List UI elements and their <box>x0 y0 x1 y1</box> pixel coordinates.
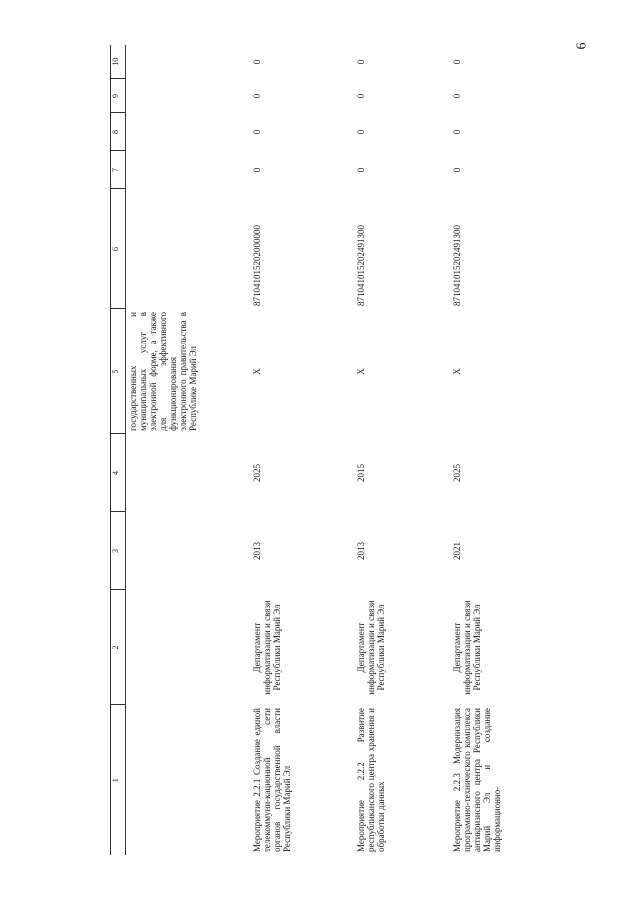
budget-code: 871041015202491300 <box>452 225 462 306</box>
value-7: 0 <box>356 167 366 173</box>
value-10: 0 <box>252 59 262 65</box>
col-header-8: 8 <box>111 113 126 151</box>
table-row <box>354 45 450 855</box>
budget-code: 871041015202000000 <box>252 225 262 306</box>
start-year: 2013 <box>356 542 366 560</box>
col-header-2: 2 <box>111 590 126 705</box>
col-header-9: 9 <box>111 79 126 113</box>
page-number: 6 <box>574 42 590 50</box>
end-year: 2015 <box>356 464 366 482</box>
value-10: 0 <box>356 59 366 65</box>
continued-goal-text: государственных и муниципальных услуг в электронной форме, а также для эффективного функционирования электронного правительства в Республике Марий Эл <box>128 312 199 431</box>
table-row <box>450 45 526 855</box>
column-number-row <box>111 45 126 855</box>
start-year: 2021 <box>452 542 462 560</box>
value-7: 0 <box>452 167 462 173</box>
start-year: 2013 <box>252 542 262 560</box>
col-header-4: 4 <box>111 434 126 512</box>
col-header-1: 1 <box>111 705 126 855</box>
end-year: 2025 <box>452 464 462 482</box>
table-row <box>250 45 354 855</box>
col-header-3: 3 <box>111 512 126 590</box>
measure-name: Мероприятие 2.2.1 Создание единой телекоммуни-кационной сети органов государственной власти Республики Марий Эл <box>252 708 293 852</box>
value-9: 0 <box>452 93 462 99</box>
continued-row <box>126 45 251 855</box>
value-7: 0 <box>252 167 262 173</box>
rotated-table-canvas <box>110 42 630 855</box>
col-header-10: 10 <box>111 45 126 79</box>
col-header-6: 6 <box>111 189 126 309</box>
indicator-mark: Х <box>452 368 462 375</box>
value-8: 0 <box>252 129 262 135</box>
executor: Департамент информатизации и связи Республики Марий Эл <box>452 600 483 695</box>
program-table <box>110 45 526 855</box>
budget-code: 871041015202491300 <box>356 225 366 306</box>
executor: Департамент информатизации и связи Республики Марий Эл <box>252 600 283 695</box>
end-year: 2025 <box>252 464 262 482</box>
indicator-mark: Х <box>356 368 366 375</box>
col-header-5: 5 <box>111 309 126 434</box>
value-10: 0 <box>452 59 462 65</box>
value-9: 0 <box>252 93 262 99</box>
col-header-7: 7 <box>111 151 126 189</box>
measure-name: Мероприятие 2.2.2 Развитие республиканского центра хранения и обработки данных <box>356 708 387 852</box>
measure-name: Мероприятие 2.2.3 Модернизация программно-технического комплекса антикризисного центра Республики Марий Эл и создание информационно- <box>452 708 503 852</box>
executor: Департамент информатизации и связи Республики Марий Эл <box>356 600 387 695</box>
value-8: 0 <box>452 129 462 135</box>
value-8: 0 <box>356 129 366 135</box>
indicator-mark: Х <box>252 368 262 375</box>
value-9: 0 <box>356 93 366 99</box>
